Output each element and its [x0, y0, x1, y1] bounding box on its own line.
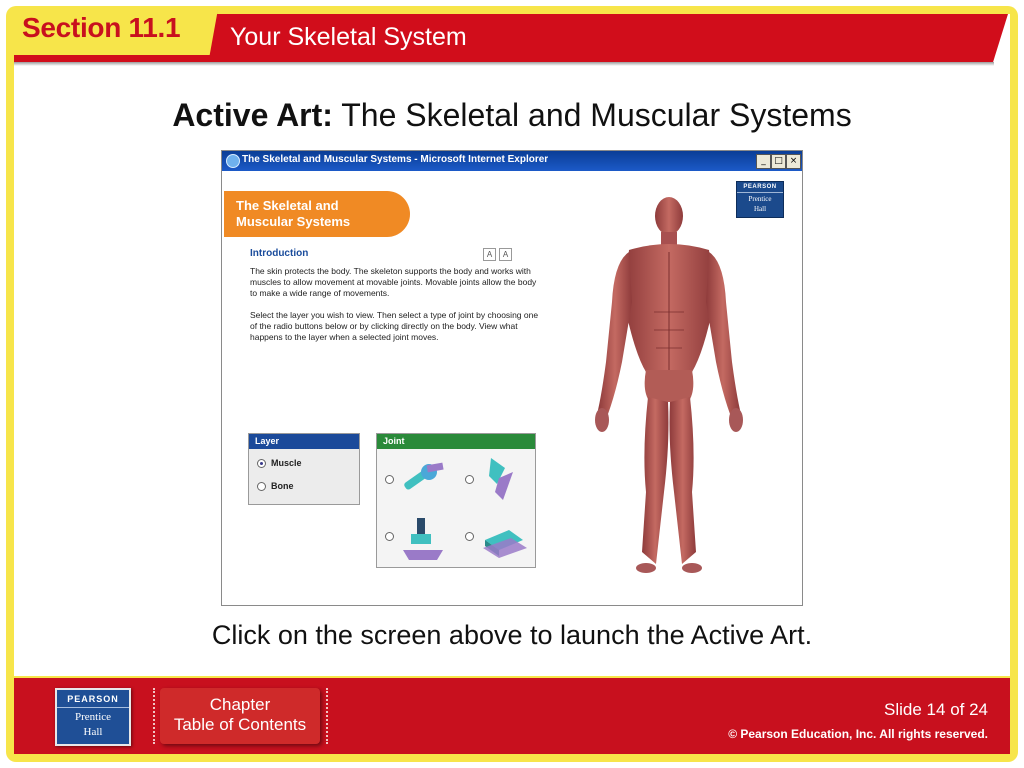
slide-heading	[0, 97, 1024, 134]
bone-label: Bone	[271, 481, 294, 491]
copyright: © Pearson Education, Inc. All rights reserved.	[728, 727, 988, 741]
layer-panel-title: Layer	[249, 434, 359, 449]
ie-titlebar	[222, 151, 802, 171]
pearson-logo-top: PEARSON	[737, 184, 783, 193]
joint-panel	[376, 433, 536, 568]
header-shadow	[14, 62, 994, 66]
banner-line-2: Muscular Systems	[236, 214, 351, 229]
muscle-label: Muscle	[271, 458, 302, 468]
activity-title-banner	[224, 191, 410, 237]
section-label: Section 11.1	[22, 12, 181, 43]
active-art-launch-screenshot[interactable]	[221, 150, 803, 606]
gliding-joint-icon[interactable]	[479, 518, 529, 562]
hinge-joint-icon[interactable]	[399, 516, 447, 562]
joint-radio-4[interactable]	[465, 532, 474, 541]
intro-paragraph-1: The skin protects the body. The skeleton supports the body and works with muscles to allow movement at movable joints. Movable joints allow the body to make a wide range of movements.	[250, 266, 537, 298]
toc-divider-left	[153, 688, 155, 744]
layer-panel	[248, 433, 360, 505]
human-muscle-figure[interactable]	[584, 192, 754, 582]
layer-option-muscle[interactable]	[257, 458, 302, 468]
pearson-logo-sub-1: Prentice	[748, 195, 772, 203]
pivot-joint-icon[interactable]	[483, 456, 519, 502]
ie-content-area	[224, 172, 800, 602]
bone-radio[interactable]	[257, 482, 266, 491]
intro-heading: Introduction	[250, 248, 309, 259]
joint-panel-title: Joint	[377, 434, 535, 449]
font-size-large-button[interactable]: A	[499, 248, 512, 261]
footer-logo-top: PEARSON	[57, 694, 129, 708]
header-title: Your Skeletal System	[230, 23, 467, 51]
intro-text	[250, 266, 540, 354]
banner-line-1: The Skeletal and	[236, 198, 339, 213]
chapter-toc-button[interactable]	[160, 688, 320, 744]
layer-option-bone[interactable]	[257, 481, 294, 491]
muscle-radio[interactable]	[257, 459, 266, 468]
ball-and-socket-joint-icon[interactable]	[399, 458, 447, 498]
footer-pearson-logo[interactable]	[55, 688, 131, 746]
joint-radio-2[interactable]	[465, 475, 474, 484]
ie-icon	[226, 154, 240, 168]
minimize-button[interactable]: _	[756, 154, 771, 169]
pearson-logo-sub-2: Hall	[753, 205, 767, 213]
maximize-button[interactable]: □	[771, 154, 786, 169]
toc-line-2: Table of Contents	[173, 715, 307, 734]
close-button[interactable]: ×	[786, 154, 801, 169]
heading-bold: Active Art:	[172, 97, 333, 133]
footer-logo-sub-1: Prentice	[74, 711, 112, 723]
slide-number: Slide 14 of 24	[884, 700, 988, 719]
font-size-small-button[interactable]: A	[483, 248, 496, 261]
intro-paragraph-2: Select the layer you wish to view. Then select a type of joint by choosing one of the radio buttons below or by clicking directly on the body. View what happens to the layer when a selected joint moves.	[250, 310, 539, 342]
footer-logo-sub-2: Hall	[83, 726, 103, 738]
ie-window-title: The Skeletal and Muscular Systems - Microsoft Internet Explorer	[242, 154, 549, 165]
joint-radio-3[interactable]	[385, 532, 394, 541]
toc-line-1: Chapter	[209, 695, 271, 714]
joint-radio-1[interactable]	[385, 475, 394, 484]
toc-divider-right	[326, 688, 328, 744]
launch-instruction: Click on the screen above to launch the Active Art.	[211, 620, 813, 650]
heading-rest: The Skeletal and Muscular Systems	[332, 97, 852, 133]
